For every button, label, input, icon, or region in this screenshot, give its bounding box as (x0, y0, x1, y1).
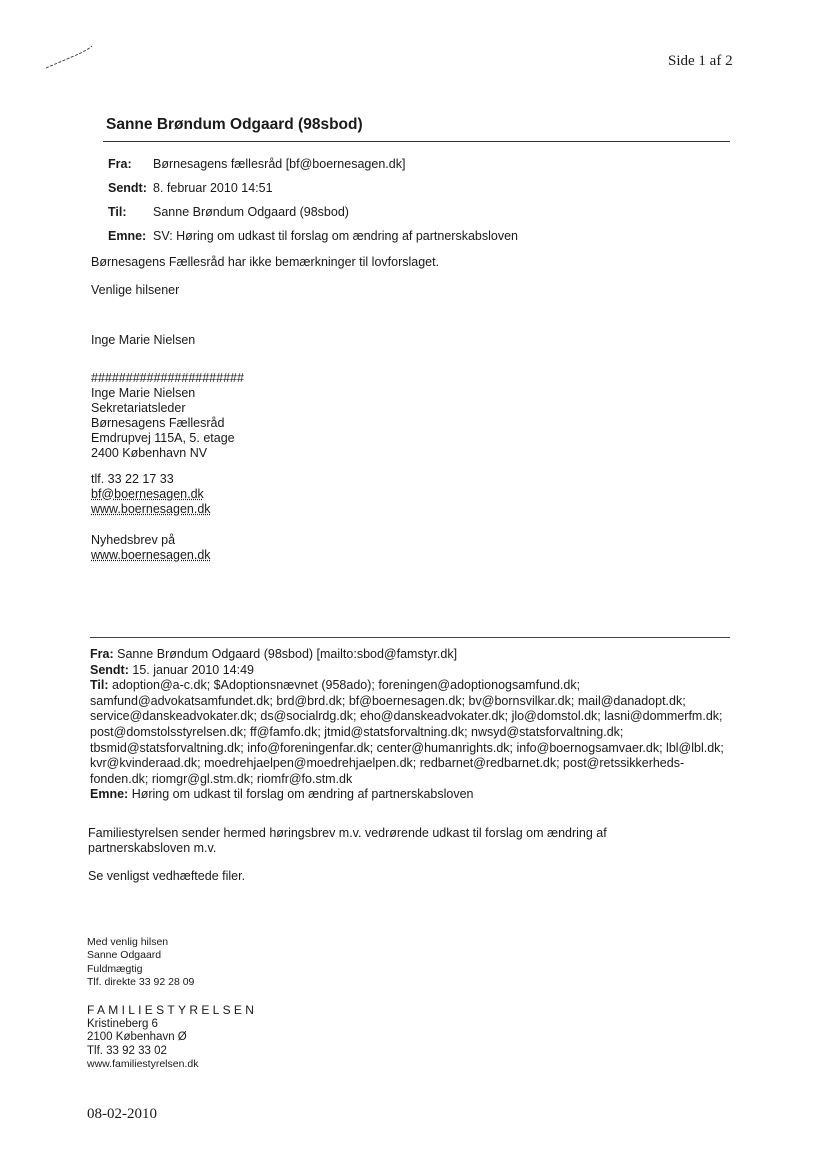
signature-website-link[interactable]: www.boernesagen.dk (91, 502, 211, 516)
email2-to-row (90, 678, 730, 787)
email-owner-name: Sanne Brøndum Odgaard (98sbod) (106, 116, 363, 133)
subject-value: Høring om udkast til forslag om ændring af partnerskabsloven (131, 787, 474, 802)
organization-city: 2100 København Ø (87, 1031, 187, 1043)
from-value: Børnesagens fællesråd [bf@boernesagen.dk] (153, 157, 406, 171)
from-label: Fra: (90, 647, 114, 661)
email2-from-row (90, 647, 730, 663)
signature-direct-phone: Tlf. direkte 33 92 28 09 (87, 975, 195, 988)
email2-organization (87, 1004, 257, 1072)
email1-to-row (108, 200, 518, 224)
email2-signature (87, 936, 194, 989)
sent-label: Sendt: (108, 181, 147, 195)
newsletter-link[interactable]: www.boernesagen.dk (91, 548, 211, 562)
page-number-label: Side 1 af 2 (668, 53, 733, 69)
to-value: Sanne Brøndum Odgaard (98sbod) (153, 205, 349, 219)
quoted-email-divider (90, 637, 730, 638)
signature-title: Sekretariatsleder (91, 401, 186, 415)
to-label: Til: (90, 678, 109, 693)
date-stamp: 08-02-2010 (87, 1106, 157, 1122)
to-label: Til: (108, 205, 127, 219)
organization-phone: Tlf. 33 92 33 02 (87, 1044, 167, 1057)
email1-subject-row (108, 224, 518, 248)
signature-closing: Med venlig hilsen (87, 936, 169, 948)
from-value: Sanne Brøndum Odgaard (98sbod) [mailto:sbod@famstyr.dk] (117, 647, 458, 661)
newsletter-label: Nyhedsbrev på (91, 533, 176, 547)
email2-sent-row (90, 663, 730, 679)
email1-body-text: Børnesagens Fællesråd har ikke bemærkninger til lovforslaget. (91, 255, 440, 269)
signature-city: 2400 København NV (91, 446, 208, 460)
header-divider (103, 141, 730, 142)
pen-scribble-mark (40, 38, 100, 72)
email1-signature (91, 371, 244, 461)
signature-name: Inge Marie Nielsen (91, 386, 196, 400)
email2-body-text: Familiestyrelsen sender hermed høringsbrev m.v. vedrørende udkast til forslag om ændring af partnerskabsloven m.v. (88, 826, 607, 855)
organization-street: Kristineberg 6 (87, 1017, 158, 1030)
subject-label: Emne: (108, 229, 147, 243)
from-label: Fra: (108, 157, 132, 171)
email1-contact (91, 472, 211, 517)
subject-value: SV: Høring om udkast til forslag om ændring af partnerskabsloven (153, 229, 518, 243)
signature-email-link[interactable]: bf@boernesagen.dk (91, 487, 204, 501)
signature-street: Emdrupvej 115A, 5. etage (91, 431, 235, 445)
email1-newsletter (91, 533, 211, 563)
signature-title: Fuldmægtig (87, 962, 143, 975)
email1-greeting: Venlige hilsener (91, 283, 180, 297)
subject-label: Emne: (90, 787, 129, 802)
email1-header (108, 152, 518, 248)
sent-value: 8. februar 2010 14:51 (153, 181, 273, 195)
email1-signoff-name: Inge Marie Nielsen (91, 333, 196, 347)
email2-header (90, 647, 730, 803)
email1-sent-row (108, 176, 518, 200)
signature-divider: ###################### (91, 371, 244, 385)
email2-subject-row (90, 787, 730, 803)
organization-name: FAMILIESTYRELSEN (87, 1003, 258, 1017)
signature-org: Børnesagens Fællesråd (91, 416, 225, 430)
sent-label: Sendt: (90, 662, 129, 677)
email1-from-row (108, 152, 518, 176)
signature-name: Sanne Odgaard (87, 949, 162, 962)
email2-attachment-note: Se venligst vedhæftede filer. (88, 869, 246, 883)
to-recipients: adoption@a-c.dk; $Adoptionsnævnet (958ado); foreningen@adoptionogsamfund.dk; samfund@advokatsamfundet.dk; brd@brd.dk; bf@boernesagen.dk; bv@bornsvilkar.dk; mail@danadopt.dk; service@danskeadvokater.dk; ds@socialrdg.dk; eho@danskeadvokater.dk; jlo@domstol.dk; lasni@dommerfm.dk; post@domstolsstyrelsen.dk; ff@famfo.dk; jtmid@statsforvaltning.dk; nwsyd@statsforvaltning.dk; tbsmid@statsforvaltning.dk; info@foreningenfar.dk; center@humanrights.dk; info@boernogsamvaer.dk; lbl@lbl.dk; kvr@kvinderaad.dk; moedrehjaelpen@moedrehjaelpen.dk; redbarnet@redbarnet.dk; post@retssikkerheds-fonden.dk; riomgr@gl.stm.dk; riomfr@fo.stm.dk (90, 678, 724, 786)
signature-phone: tlf. 33 22 17 33 (91, 472, 174, 486)
sent-value: 15. januar 2010 14:49 (132, 662, 255, 677)
organization-website: www.familiestyrelsen.dk (87, 1058, 199, 1070)
